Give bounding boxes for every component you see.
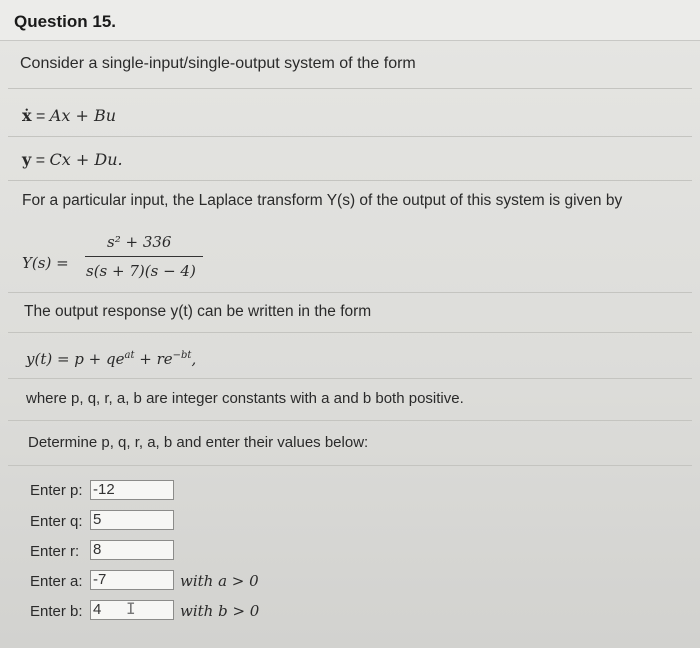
- answer-label-p: Enter p:: [30, 482, 83, 499]
- divider: [8, 465, 692, 466]
- constraint-a: with a > 0: [180, 572, 259, 590]
- divider: [8, 332, 692, 333]
- answer-input-q[interactable]: 5: [90, 510, 174, 530]
- fraction-bar: [85, 256, 203, 257]
- divider: [8, 136, 692, 137]
- question-title: Question 15.: [14, 12, 117, 31]
- question-header: [0, 0, 700, 41]
- divider: [8, 292, 692, 293]
- answer-label-q: Enter q:: [30, 513, 83, 530]
- output-equation: y = Cx + Du.: [22, 150, 123, 169]
- determine-text: Determine p, q, r, a, b and enter their values below:: [28, 434, 369, 451]
- response-text: The output response y(t) can be written in the form: [24, 303, 372, 320]
- answer-label-b: Enter b:: [30, 603, 83, 620]
- answer-input-b[interactable]: 4: [90, 600, 174, 620]
- response-equation: $y(t) = p + qe^{at} + re^{-bt}$,: [26, 350, 197, 368]
- transfer-denominator: s(s + 7)(s − 4): [86, 262, 196, 280]
- state-equation: ẋ = Ax + Bu: [22, 106, 116, 125]
- laplace-text: For a particular input, the Laplace transform Y(s) of the output of this system is given by: [22, 192, 623, 209]
- answer-input-a[interactable]: -7: [90, 570, 174, 590]
- divider: [8, 420, 692, 421]
- divider: [8, 88, 692, 89]
- answer-input-p[interactable]: -12: [90, 480, 174, 500]
- transfer-numerator: s² + 336: [107, 233, 172, 251]
- divider: [8, 180, 692, 181]
- answer-label-r: Enter r:: [30, 543, 80, 560]
- divider: [8, 378, 692, 379]
- constraint-b: with b > 0: [180, 602, 260, 620]
- text-cursor-icon: I: [126, 599, 136, 618]
- intro-text: Consider a single-input/single-output system of the form: [20, 55, 416, 72]
- answer-input-r[interactable]: 8: [90, 540, 174, 560]
- where-text: where p, q, r, a, b are integer constants with a and b both positive.: [26, 390, 464, 407]
- answer-label-a: Enter a:: [30, 573, 83, 590]
- y-of-s-label: Y(s) =: [22, 254, 69, 272]
